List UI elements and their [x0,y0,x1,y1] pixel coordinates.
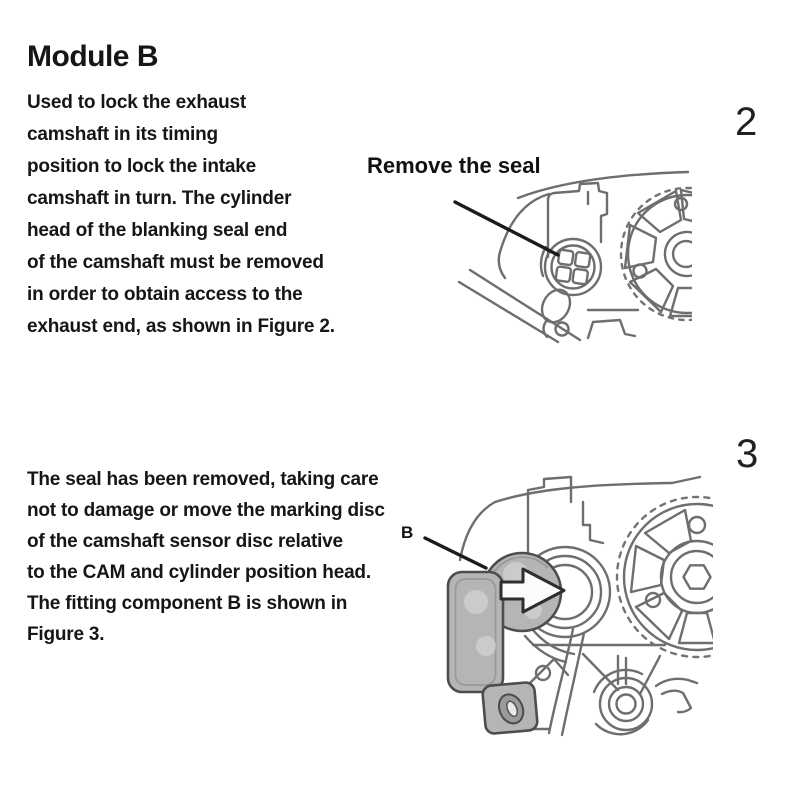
paragraph-line: of the camshaft sensor disc relative [27,531,343,552]
timing-gear [617,497,713,657]
figure-3-callout: B [401,523,414,542]
paragraph-line: camshaft in its timing [27,124,218,145]
page-title: Module B [27,40,158,73]
paragraph-seal-removed [27,464,385,650]
figure-2-diagram [430,170,692,375]
leader-line-remove-seal [455,202,558,255]
paragraph-line: The fitting component B is shown in [27,593,348,614]
figure-2-number: 2 [735,100,758,144]
paragraph-line: camshaft in turn. The cylinder [27,188,292,209]
paragraph-line: Used to lock the exhaust [27,92,247,113]
leader-line-b [425,538,486,568]
camshaft-seal [541,239,601,295]
figure-3-diagram [398,432,713,744]
paragraph-line: exhaust end, as shown in Figure 2. [27,316,335,337]
paragraph-line: The seal has been removed, taking care [27,469,379,490]
paragraph-line: not to damage or move the marking disc [27,500,385,521]
figure-3-number: 3 [736,432,759,476]
tool-foot [482,682,538,734]
figure-2-callout: Remove the seal [367,153,541,178]
paragraph-line: in order to obtain access to the [27,284,303,305]
paragraph-line: to the CAM and cylinder position head. [27,562,371,583]
paragraph-line: of the camshaft must be removed [27,252,324,273]
paragraph-line: position to lock the intake [27,156,256,177]
paragraph-line: head of the blanking seal end [27,220,288,241]
timing-gear [621,188,692,320]
paragraph-line: Figure 3. [27,624,105,645]
paragraph-module-b [27,87,335,343]
